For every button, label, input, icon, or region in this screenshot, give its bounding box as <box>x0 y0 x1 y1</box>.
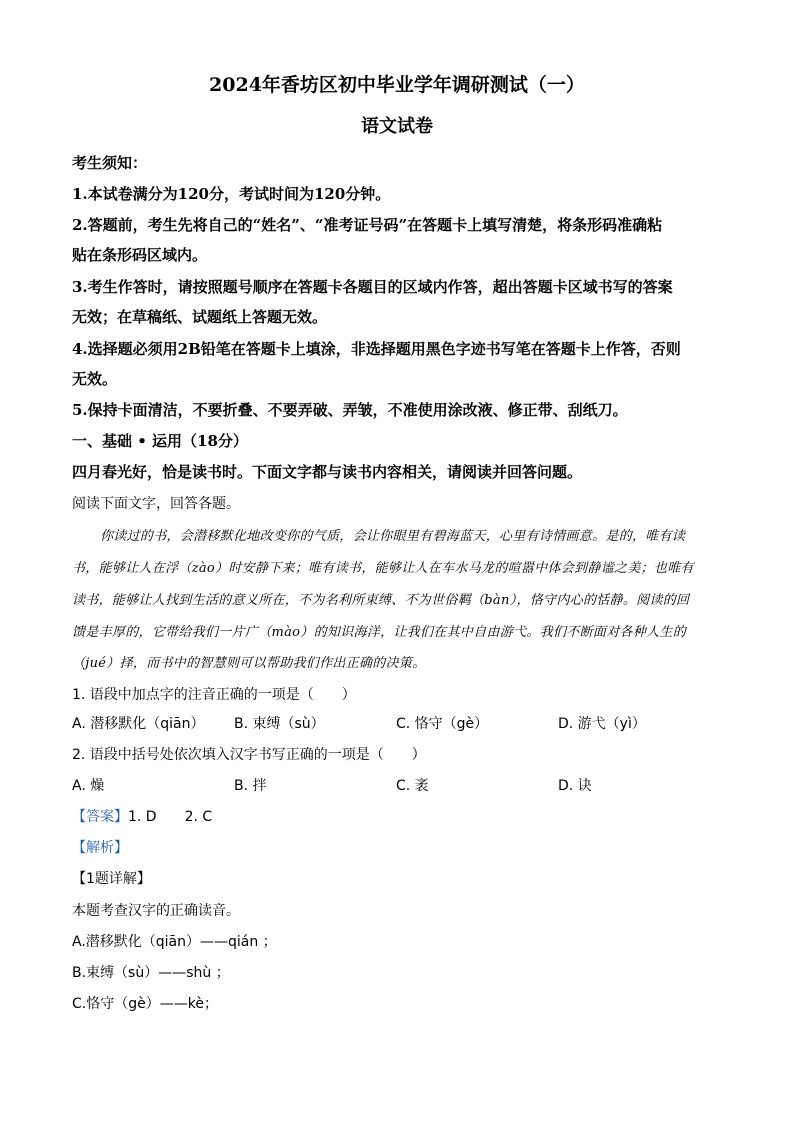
analysis-row <box>72 837 722 857</box>
option-c: C. 袤 <box>396 778 429 794</box>
section-heading: 一、基础 • 运用（18分） <box>72 432 248 450</box>
answer-row <box>72 806 722 826</box>
passage-line: （jué）择，而书中的智慧则可以帮助我们作出正确的决策。 <box>72 656 426 671</box>
option-a: A. 燥 <box>72 778 105 794</box>
option-a: A. 潜移默化（qiān） <box>72 716 205 732</box>
analysis-line: B.束缚（sù）——shù ； <box>72 965 230 981</box>
passage-line: 你读过的书，会潜移默化地改变你的气质，会让你眼里有碧海蓝天，心里有诗情画意。是的，唯有读 <box>100 529 686 544</box>
notice-line: 2.答题前，考生先将自己的“姓名”、“准考证号码”在答题卡上填写清楚，将条形码准确粘 <box>72 216 663 234</box>
section-instruction: 阅读下面文字，回答各题。 <box>72 496 240 512</box>
exam-title: 2024年香坊区初中毕业学年调研测试（一） <box>209 74 585 96</box>
notice-line: 3.考生作答时，请按照题号顺序在答题卡各题目的区域内作答，超出答题卡区域书写的答案 <box>72 278 673 296</box>
notice-heading: 考生须知： <box>72 154 148 172</box>
option-d: D. 游弋（yì） <box>558 716 646 732</box>
answer-text: 1. D 2. C <box>128 809 213 825</box>
notice-line: 贴在条形码区域内。 <box>72 246 208 264</box>
analysis-line: 本题考查汉字的正确读音。 <box>72 903 240 919</box>
option-b: B. 拌 <box>234 778 267 794</box>
notice-line: 无效。 <box>72 370 118 388</box>
question-stem: 2. 语段中括号处依次填入汉字书写正确的一项是（ ） <box>72 747 426 763</box>
question-stem: 1. 语段中加点字的注音正确的一项是（ ） <box>72 687 356 703</box>
detail-label: 【1题详解】 <box>72 871 151 887</box>
passage-line: 读书，能够让人找到生活的意义所在，不为名利所束缚、不为世俗羁（bàn），恪守内心的恬静。阅读的回 <box>72 593 690 608</box>
option-b: B. 束缚（sù） <box>234 716 325 732</box>
passage-line: 馈是丰厚的，它带给我们一片广（mào）的知识海洋，让我们在其中自由游弋。我们不断面对各种人生的 <box>72 625 687 640</box>
notice-line: 1.本试卷满分为120分，考试时间为120分钟。 <box>72 185 391 203</box>
analysis-line: C.恪守（gè）——kè； <box>72 996 218 1012</box>
option-c: C. 恪守（gè） <box>396 716 489 732</box>
answer-label: 【答案】 <box>72 809 128 825</box>
notice-line: 5.保持卡面清洁，不要折叠、不要弄破、弄皱，不准使用涂改液、修正带、刮纸刀。 <box>72 401 628 419</box>
exam-subtitle: 语文试卷 <box>361 116 433 137</box>
notice-line: 4.选择题必须用2B铅笔在答题卡上填涂，非选择题用黑色字迹书写笔在答题卡上作答，否则 <box>72 340 681 358</box>
section-intro: 四月春光好，恰是读书时。下面文字都与读书内容相关，请阅读并回答问题。 <box>72 463 583 481</box>
passage-line: 书，能够让人在浮（zào）时安静下来；唯有读书，能够让人在车水马龙的喧嚣中体会到静谧之美；也唯有 <box>72 561 694 576</box>
analysis-line: A.潜移默化（qiān）——qián ； <box>72 934 277 950</box>
notice-line: 无效；在草稿纸、试题纸上答题无效。 <box>72 308 328 326</box>
option-d: D. 诀 <box>558 778 592 794</box>
analysis-label: 【解析】 <box>72 840 128 856</box>
